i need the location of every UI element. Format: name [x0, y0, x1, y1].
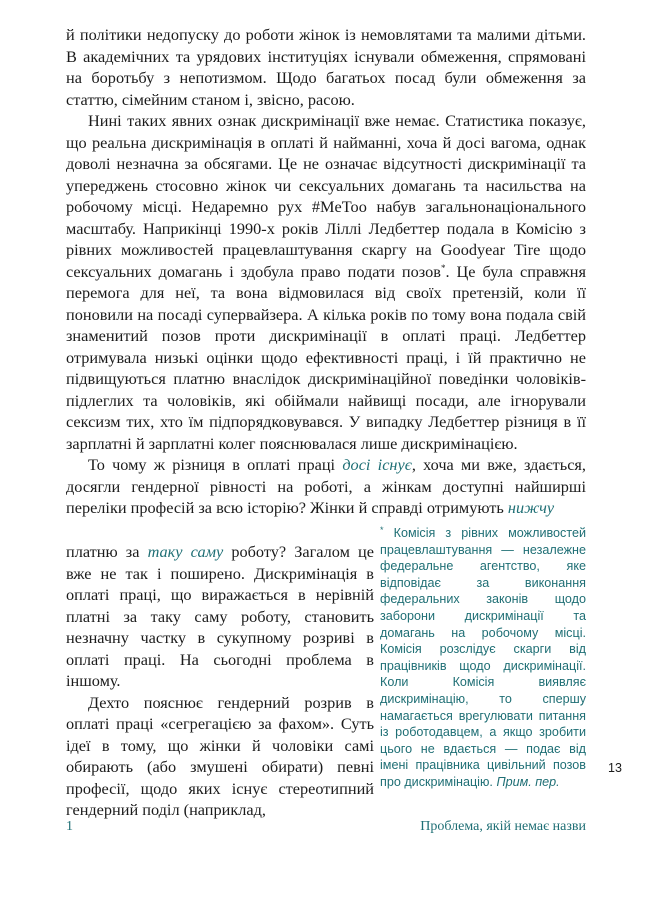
footnote-text: Комісія з рівних можливостей працевлаштування — незалежне федеральне агентство, яке відповідає за виконання федеральних законів щодо заборони дискримінації та домагань на робочому місці. Комісія розслідує скарги від працівників щодо дискримінації. Коли Комісія виявляє дискримінацію, то спершу намагається врегулювати питання із роботодавцем, а якщо зробити цього не вдається — подає від імені працівника цивільний позов про дискримінацію. [380, 526, 586, 789]
emphasis-still-exists: досі існує [342, 455, 412, 474]
footnote-reference-mark[interactable]: * [440, 262, 446, 273]
paragraph-3-text-c: платню за [66, 542, 148, 561]
emphasis-lower: нижчу [507, 498, 555, 517]
footer-folio: 1 [66, 819, 73, 834]
footnote [380, 522, 586, 791]
page-number: 13 [608, 761, 622, 775]
paragraph-3-text-a: То чому ж різниця в оплаті праці [88, 455, 343, 474]
paragraph-3-text-d: роботу? Загалом це вже не так і поширено. Дискримінація в оплаті праці, що виражається в нерівній платні за таку саму роботу, становить незначну частку в сукупному розриві в оплаті праці. На сьогодні проблема в іншому. [66, 542, 374, 690]
paragraph-2 [66, 110, 586, 454]
paragraph-1-text: й політики недопуску до роботи жінок із немовлятами та малими дітьми. В академічних та урядових інституціях існували обмеження, спрямовані на боротьбу з непотизмом. Щодо багатьох посад були обмеження за статтю, сімейним станом і, звісно, расою. [66, 25, 586, 109]
running-footer-title: Проблема, якій немає назви [420, 819, 586, 834]
narrow-text-block [66, 541, 374, 821]
footnote-attribution: Прим. пер. [496, 774, 560, 789]
paragraph-4 [66, 692, 374, 821]
main-text-block [66, 24, 586, 519]
paragraph-3 [66, 454, 586, 519]
paragraph-2-text-b: . Це була справжня перемога для неї, та вона відмовилася від своїх претензій, коли її поновили на посаді супервайзера. А кілька років по тому вона подала свій знаменитий позов проти дискримінації в оплаті праці. Ледбеттер отримувала низькі оцінки щодо ефективності праці, і їй практично не підвищуються платню внаслідок дискримінаційної поведінки чоловіків-підлеглих та чоловіків, які обіймали найвищі посади, але ігнорували сексизм тих, хто їм підпорядковувався. У випадку Ледбеттер різниця в її зарплатні й зарплатні колег пояснювалася лише дискримінацією. [66, 261, 586, 453]
paragraph-3-continued [66, 541, 374, 692]
paragraph-1 [66, 24, 586, 110]
paragraph-4-text: Дехто пояснює гендерний розрив в оплаті праці «сегрегацією за фахом». Суть ідеї в тому, що жінки й чоловіки самі обирають (або змушені обирати) певні професії, щодо яких існує стереотипний гендерний поділ (наприклад, [66, 692, 374, 819]
paragraph-3-text-b: , хоча ми вже, здається, досягли гендерної рівності на роботі, а жінкам доступні найширші переліки професій за всю історію? Жінки й справді отримують [66, 455, 586, 517]
footnote-mark: * [380, 525, 384, 535]
paragraph-2-text-a: Нині таких явних ознак дискримінації вже немає. Статистика показує, що реальна дискримінація в оплаті й найманні, хоча й досі вагома, однак доволі незначна за обсягами. Це не означає відсутності дискримінації та упереджень стосовно жінок чи сексуальних домагань та насильства на робочому місці. Недаремно рух #MeToo набув загальнонаціонального масштабу. Наприкінці 1990-х років Ліллі Ледбеттер подала в Комісію з рівних можливостей працевлаштування скаргу на Goodyear Tire щодо сексуальних домагань і здобула право подати позов [66, 111, 586, 281]
emphasis-same: таку саму [147, 542, 224, 561]
